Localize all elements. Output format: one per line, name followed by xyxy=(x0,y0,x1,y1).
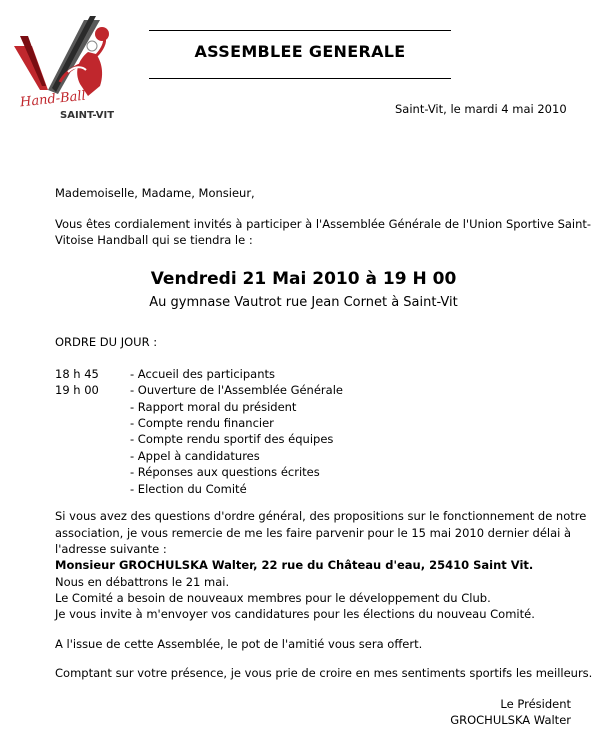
questions-line: association, je vous remercie de me les faire parvenir pour le 15 mai 2010 dernier délai à xyxy=(55,526,572,540)
club-logo xyxy=(8,12,130,124)
agenda-item: - Réponses aux questions écrites xyxy=(130,465,320,479)
signature-name: GROCHULSKA Walter xyxy=(450,713,571,727)
agenda-item: - Compte rendu sportif des équipes xyxy=(130,432,334,446)
intro-line: Vitoise Handball qui se tiendra le : xyxy=(55,233,253,247)
page-title: ASSEMBLEE GENERALE xyxy=(194,42,406,61)
agenda-item: - Accueil des participants xyxy=(130,367,275,381)
closing-line: Comptant sur votre présence, je vous prie de croire en mes sentiments sportifs les meilleurs. xyxy=(55,666,593,680)
logo-town: SAINT-VIT xyxy=(60,110,115,121)
intro-line: Vous êtes cordialement invités à participer à l'Assemblée Générale de l'Union Sportive Saint- xyxy=(55,217,592,231)
closing-drink-line: A l'issue de cette Assemblée, le pot de l'amitié vous sera offert. xyxy=(55,637,423,651)
agenda-time: 18 h 45 xyxy=(55,367,99,381)
agenda-item: - Compte rendu financier xyxy=(130,416,274,430)
agenda-item: - Election du Comité xyxy=(130,482,247,496)
title-rule-bottom xyxy=(149,78,451,79)
logo-ball xyxy=(95,27,109,41)
event-venue: Au gymnase Vautrot rue Jean Cornet à Saint-Vit xyxy=(149,295,458,310)
title-rule-top xyxy=(149,30,451,31)
intro-paragraph xyxy=(55,216,591,248)
agenda-time: 19 h 00 xyxy=(55,383,99,397)
logo-player-head xyxy=(87,41,97,51)
logo-script-text: Hand-Ball xyxy=(19,88,87,111)
event-headline: Vendredi 21 Mai 2010 à 19 H 00 xyxy=(150,269,457,289)
candidatures-line: Je vous invite à m'envoyer vos candidatures pour les élections du nouveau Comité. xyxy=(55,607,535,621)
agenda-heading: ORDRE DU JOUR : xyxy=(55,335,158,349)
contact-address: Monsieur GROCHULSKA Walter, 22 rue du Château d'eau, 25410 Saint Vit. xyxy=(55,558,534,572)
agenda-item: - Rapport moral du président xyxy=(130,400,297,414)
committee-need-line: Le Comité a besoin de nouveaux membres pour le développement du Club. xyxy=(55,591,491,605)
signature-role: Le Président xyxy=(500,697,571,711)
agenda-item: - Appel à candidatures xyxy=(130,449,260,463)
salutation: Mademoiselle, Madame, Monsieur, xyxy=(55,186,255,200)
date-line: Saint-Vit, le mardi 4 mai 2010 xyxy=(395,102,567,116)
agenda-item: - Ouverture de l'Assemblée Générale xyxy=(130,383,343,397)
questions-line: l'adresse suivante : xyxy=(55,542,167,556)
questions-line: Si vous avez des questions d'ordre général, des propositions sur le fonctionnement de notre xyxy=(55,509,587,523)
debate-line: Nous en débattrons le 21 mai. xyxy=(55,575,230,589)
